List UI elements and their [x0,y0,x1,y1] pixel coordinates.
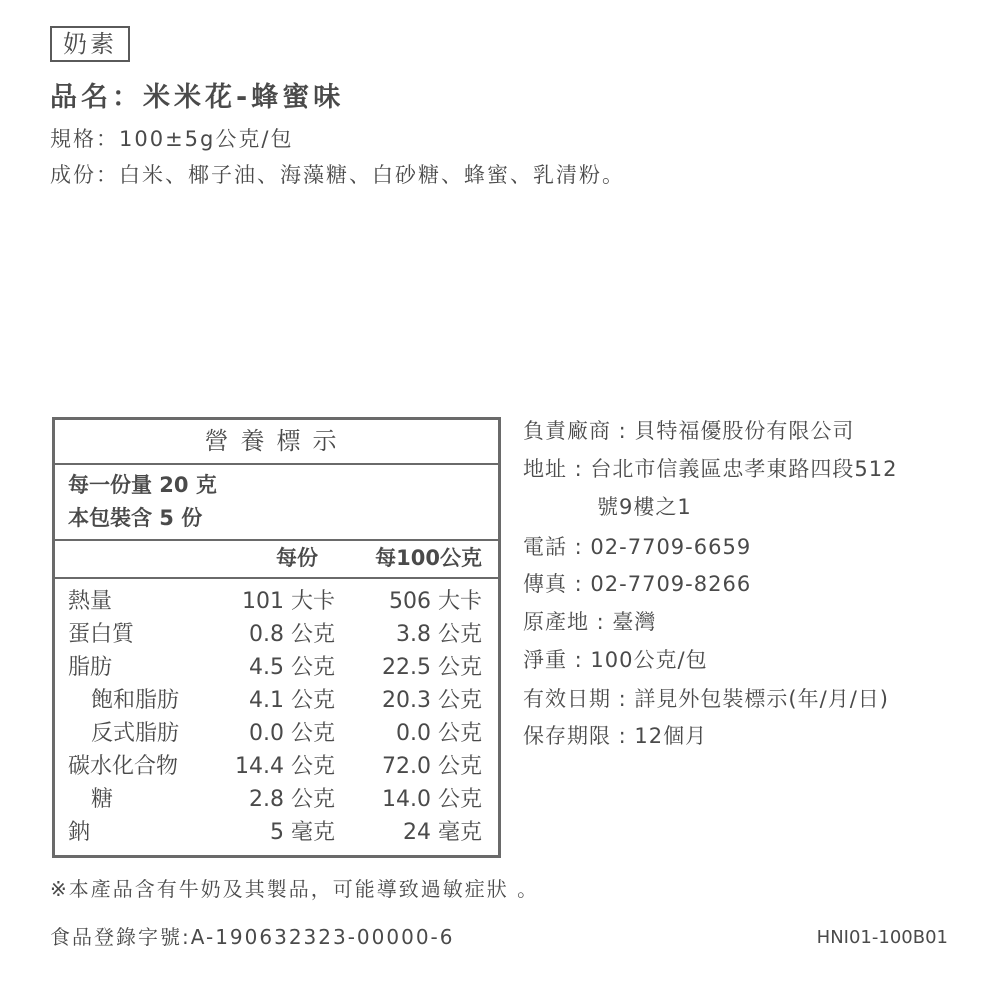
address-line-2: 號9樓之1 [597,495,692,519]
nutrient-per-serving: 2.8 公克 [249,787,335,812]
nutrition-row [55,750,498,783]
nutrient-per-serving: 5 毫克 [270,820,335,845]
vegetarian-badge: 奶素 [50,26,130,62]
product-name: 品名：米米花-蜂蜜味 [50,82,345,113]
nutrient-per-100g: 506 大卡 [389,589,482,614]
address-line-1: 地址 : 台北市信義區忠孝東路四段512 [523,457,898,481]
fax: 傳真 : 02-7709-8266 [523,572,752,596]
nutrient-name: 飽和脂肪 [91,688,180,713]
nutrition-row [55,585,498,618]
product-spec: 規格：100±5g公克/包 [50,127,294,151]
nutrition-title: 營養標示 [55,420,498,465]
servings-per-pack: 本包裝含 5 份 [68,506,203,530]
nutrient-per-100g: 24 毫克 [403,820,482,845]
nutrient-name: 熱量 [68,589,113,614]
nutrition-column-header [55,539,498,579]
allergy-note: ※本產品含有牛奶及其製品，可能導致過敏症狀 。 [50,877,540,901]
column-per-100g: 每100公克 [375,546,482,570]
serving-info [55,463,498,541]
nutrient-per-serving: 4.1 公克 [249,688,335,713]
shelf-life: 保存期限 : 12個月 [523,724,708,748]
nutrition-row [55,816,498,849]
origin: 原產地 : 臺灣 [523,610,657,634]
registration-number: 食品登錄字號:A-190632323-00000-6 [50,925,455,949]
product-code: HNI01-100B01 [816,927,948,948]
nutrition-row [55,684,498,717]
column-per-serving: 每份 [276,546,318,570]
nutrient-per-100g: 0.0 公克 [396,721,482,746]
nutrient-per-100g: 20.3 公克 [382,688,482,713]
nutrition-facts-table [52,417,501,858]
nutrient-name: 糖 [91,787,114,812]
nutrient-name: 蛋白質 [68,622,135,647]
nutrient-per-100g: 22.5 公克 [382,655,482,680]
nutrient-name: 反式脂肪 [91,721,180,746]
phone: 電話 : 02-7709-6659 [523,535,752,559]
serving-size: 每一份量 20 克 [68,473,217,497]
manufacturer: 負責廠商 : 貝特福優股份有限公司 [523,419,855,443]
nutrient-per-serving: 0.0 公克 [249,721,335,746]
expiry-date: 有效日期 : 詳見外包裝標示(年/月/日) [523,687,889,711]
nutrient-name: 碳水化合物 [68,754,179,779]
nutrition-row [55,651,498,684]
nutrient-name: 鈉 [68,820,91,845]
ingredients: 成份：白米、椰子油、海藻糖、白砂糖、蜂蜜、乳清粉。 [50,163,625,187]
nutrition-row [55,717,498,750]
nutrition-row [55,783,498,816]
nutrient-per-serving: 14.4 公克 [235,754,335,779]
net-weight: 淨重 : 100公克/包 [523,648,708,672]
nutrient-per-100g: 72.0 公克 [382,754,482,779]
nutrient-name: 脂肪 [68,655,113,680]
nutrient-per-serving: 101 大卡 [242,589,335,614]
nutrient-per-100g: 14.0 公克 [382,787,482,812]
nutrient-per-serving: 4.5 公克 [249,655,335,680]
nutrient-per-serving: 0.8 公克 [249,622,335,647]
nutrition-row [55,618,498,651]
nutrient-per-100g: 3.8 公克 [396,622,482,647]
